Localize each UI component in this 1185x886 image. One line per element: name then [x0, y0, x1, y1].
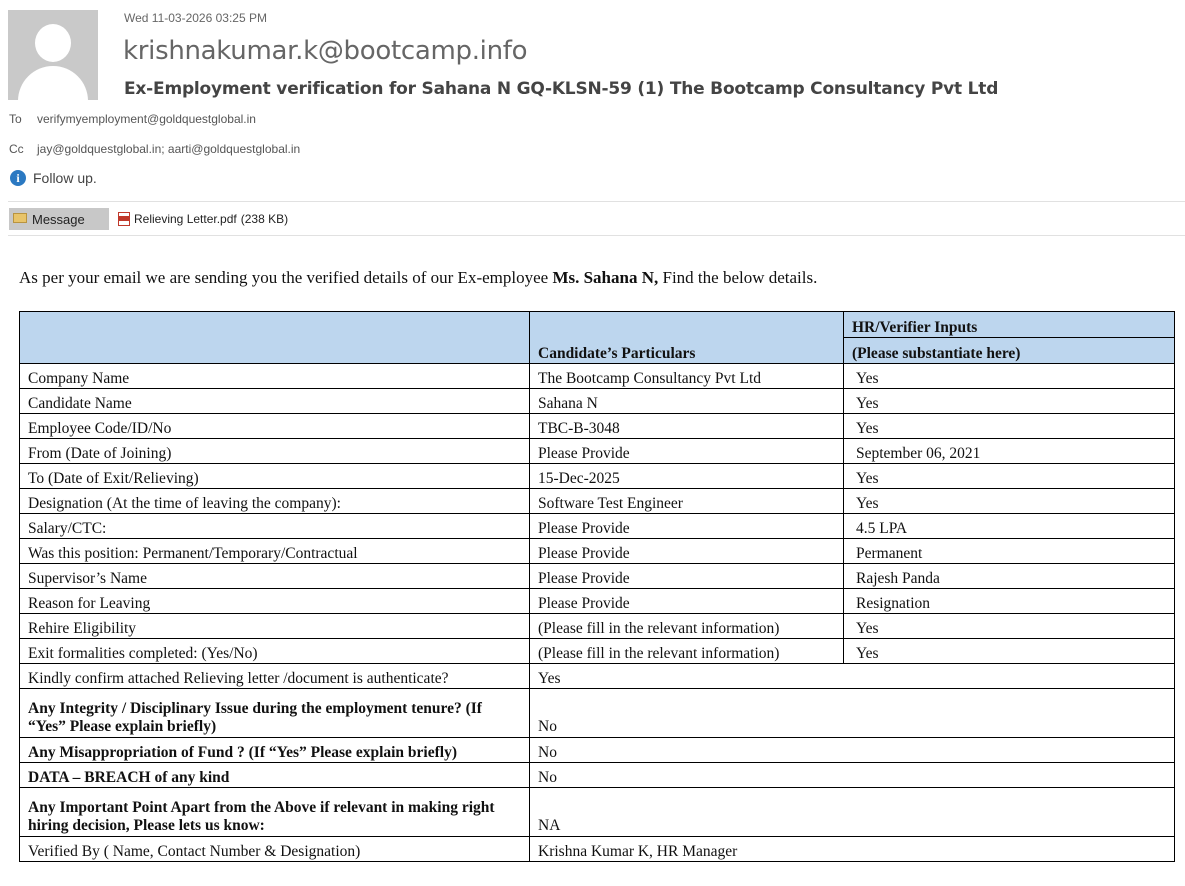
row-candidate-value: 15-Dec-2025 [530, 464, 844, 489]
row-label: Employee Code/ID/No [20, 414, 530, 439]
cc-row [9, 142, 300, 156]
followup-flag [10, 170, 97, 186]
divider-top [8, 201, 1185, 202]
header-blank-cell [20, 312, 530, 364]
table-row-data-breach [20, 763, 1175, 788]
row-label: Was this position: Permanent/Temporary/Contractual [20, 539, 530, 564]
email-date: Wed 11-03-2026 03:25 PM [124, 11, 267, 25]
to-label: To [9, 112, 22, 126]
cc-recipients[interactable]: jay@goldquestglobal.in; aarti@goldquestglobal.in [37, 142, 301, 156]
message-tab-label: Message [32, 211, 85, 227]
header-substantiate: (Please substantiate here) [844, 338, 1175, 364]
envelope-icon [13, 213, 27, 223]
table-row [20, 364, 1175, 389]
header-candidate-particulars: Candidate’s Particulars [530, 312, 844, 364]
table-row [20, 564, 1175, 589]
row-candidate-value: (Please fill in the relevant information) [530, 639, 844, 664]
row-label: Exit formalities completed: (Yes/No) [20, 639, 530, 664]
table-row [20, 614, 1175, 639]
row-label: Supervisor’s Name [20, 564, 530, 589]
header-hr-inputs: HR/Verifier Inputs [844, 312, 1175, 338]
row-label: Candidate Name [20, 389, 530, 414]
attachment-name: Relieving Letter.pdf [134, 212, 237, 226]
row-hr-value: 4.5 LPA [844, 514, 1175, 539]
intro-employee-name: Ms. Sahana N, [552, 268, 659, 287]
row-label: Any Integrity / Disciplinary Issue during the employment tenure? (If “Yes” Please explain briefly) [20, 689, 530, 738]
row-candidate-value: The Bootcamp Consultancy Pvt Ltd [530, 364, 844, 389]
table-row [20, 414, 1175, 439]
row-hr-value: Rajesh Panda [844, 564, 1175, 589]
table-row [20, 514, 1175, 539]
table-row-verified-by [20, 837, 1175, 862]
row-value: Krishna Kumar K, HR Manager [530, 837, 1175, 862]
row-value: Yes [530, 664, 1175, 689]
to-row [9, 112, 256, 126]
row-hr-value: Yes [844, 414, 1175, 439]
row-hr-value: Yes [844, 389, 1175, 414]
followup-text: Follow up. [33, 170, 97, 186]
row-candidate-value: Sahana N [530, 389, 844, 414]
intro-text-after: Find the below details. [658, 268, 818, 287]
row-candidate-value: (Please fill in the relevant information) [530, 614, 844, 639]
divider-bottom [8, 235, 1185, 236]
row-candidate-value: Please Provide [530, 539, 844, 564]
row-hr-value: Yes [844, 614, 1175, 639]
row-hr-value: September 06, 2021 [844, 439, 1175, 464]
table-row [20, 439, 1175, 464]
table-row [20, 539, 1175, 564]
avatar-body [18, 66, 88, 100]
row-label: Any Important Point Apart from the Above if relevant in making right hiring decision, Please lets us know: [20, 788, 530, 837]
row-candidate-value: Software Test Engineer [530, 489, 844, 514]
info-icon: i [10, 170, 26, 186]
row-hr-value: Yes [844, 464, 1175, 489]
verification-table [19, 311, 1175, 862]
sender-address[interactable]: krishnakumar.k@bootcamp.info [123, 36, 528, 66]
row-label: From (Date of Joining) [20, 439, 530, 464]
avatar-head [35, 24, 71, 62]
table-row-integrity [20, 689, 1175, 738]
row-label: DATA – BREACH of any kind [20, 763, 530, 788]
table-row [20, 589, 1175, 614]
to-recipient[interactable]: verifymyemployment@goldquestglobal.in [37, 112, 256, 126]
message-tabs [9, 208, 288, 230]
row-label: Verified By ( Name, Contact Number & Designation) [20, 837, 530, 862]
intro-paragraph [19, 268, 817, 288]
sender-avatar [8, 10, 98, 100]
row-hr-value: Yes [844, 489, 1175, 514]
row-label: Any Misappropriation of Fund ? (If “Yes” Please explain briefly) [20, 738, 530, 763]
row-label: Company Name [20, 364, 530, 389]
table-row-misappropriation [20, 738, 1175, 763]
row-hr-value: Yes [844, 639, 1175, 664]
row-candidate-value: Please Provide [530, 589, 844, 614]
row-label: Reason for Leaving [20, 589, 530, 614]
table-row [20, 464, 1175, 489]
table-header-row-1 [20, 312, 1175, 338]
table-row [20, 389, 1175, 414]
row-candidate-value: TBC-B-3048 [530, 414, 844, 439]
row-value: No [530, 689, 1175, 738]
row-label: Rehire Eligibility [20, 614, 530, 639]
row-hr-value: Permanent [844, 539, 1175, 564]
cc-label: Cc [9, 142, 24, 156]
attachment-relieving-letter[interactable] [118, 212, 288, 226]
row-label: Kindly confirm attached Relieving letter /document is authenticate? [20, 664, 530, 689]
email-subject: Ex-Employment verification for Sahana N GQ-KLSN-59 (1) The Bootcamp Consultancy Pvt Ltd [124, 79, 999, 99]
table-row [20, 639, 1175, 664]
row-candidate-value: Please Provide [530, 439, 844, 464]
row-candidate-value: Please Provide [530, 564, 844, 589]
table-row-important-point [20, 788, 1175, 837]
pdf-icon [118, 212, 130, 226]
table-row-authenticity [20, 664, 1175, 689]
row-candidate-value: Please Provide [530, 514, 844, 539]
table-row [20, 489, 1175, 514]
row-hr-value: Resignation [844, 589, 1175, 614]
row-value: No [530, 763, 1175, 788]
row-hr-value: Yes [844, 364, 1175, 389]
intro-text-before: As per your email we are sending you the verified details of our Ex-employee [19, 268, 553, 287]
message-tab[interactable] [9, 208, 109, 230]
row-value: No [530, 738, 1175, 763]
attachment-size: (238 KB) [240, 212, 289, 226]
row-label: To (Date of Exit/Relieving) [20, 464, 530, 489]
row-label: Designation (At the time of leaving the company): [20, 489, 530, 514]
row-label: Salary/CTC: [20, 514, 530, 539]
row-value: NA [530, 788, 1175, 837]
